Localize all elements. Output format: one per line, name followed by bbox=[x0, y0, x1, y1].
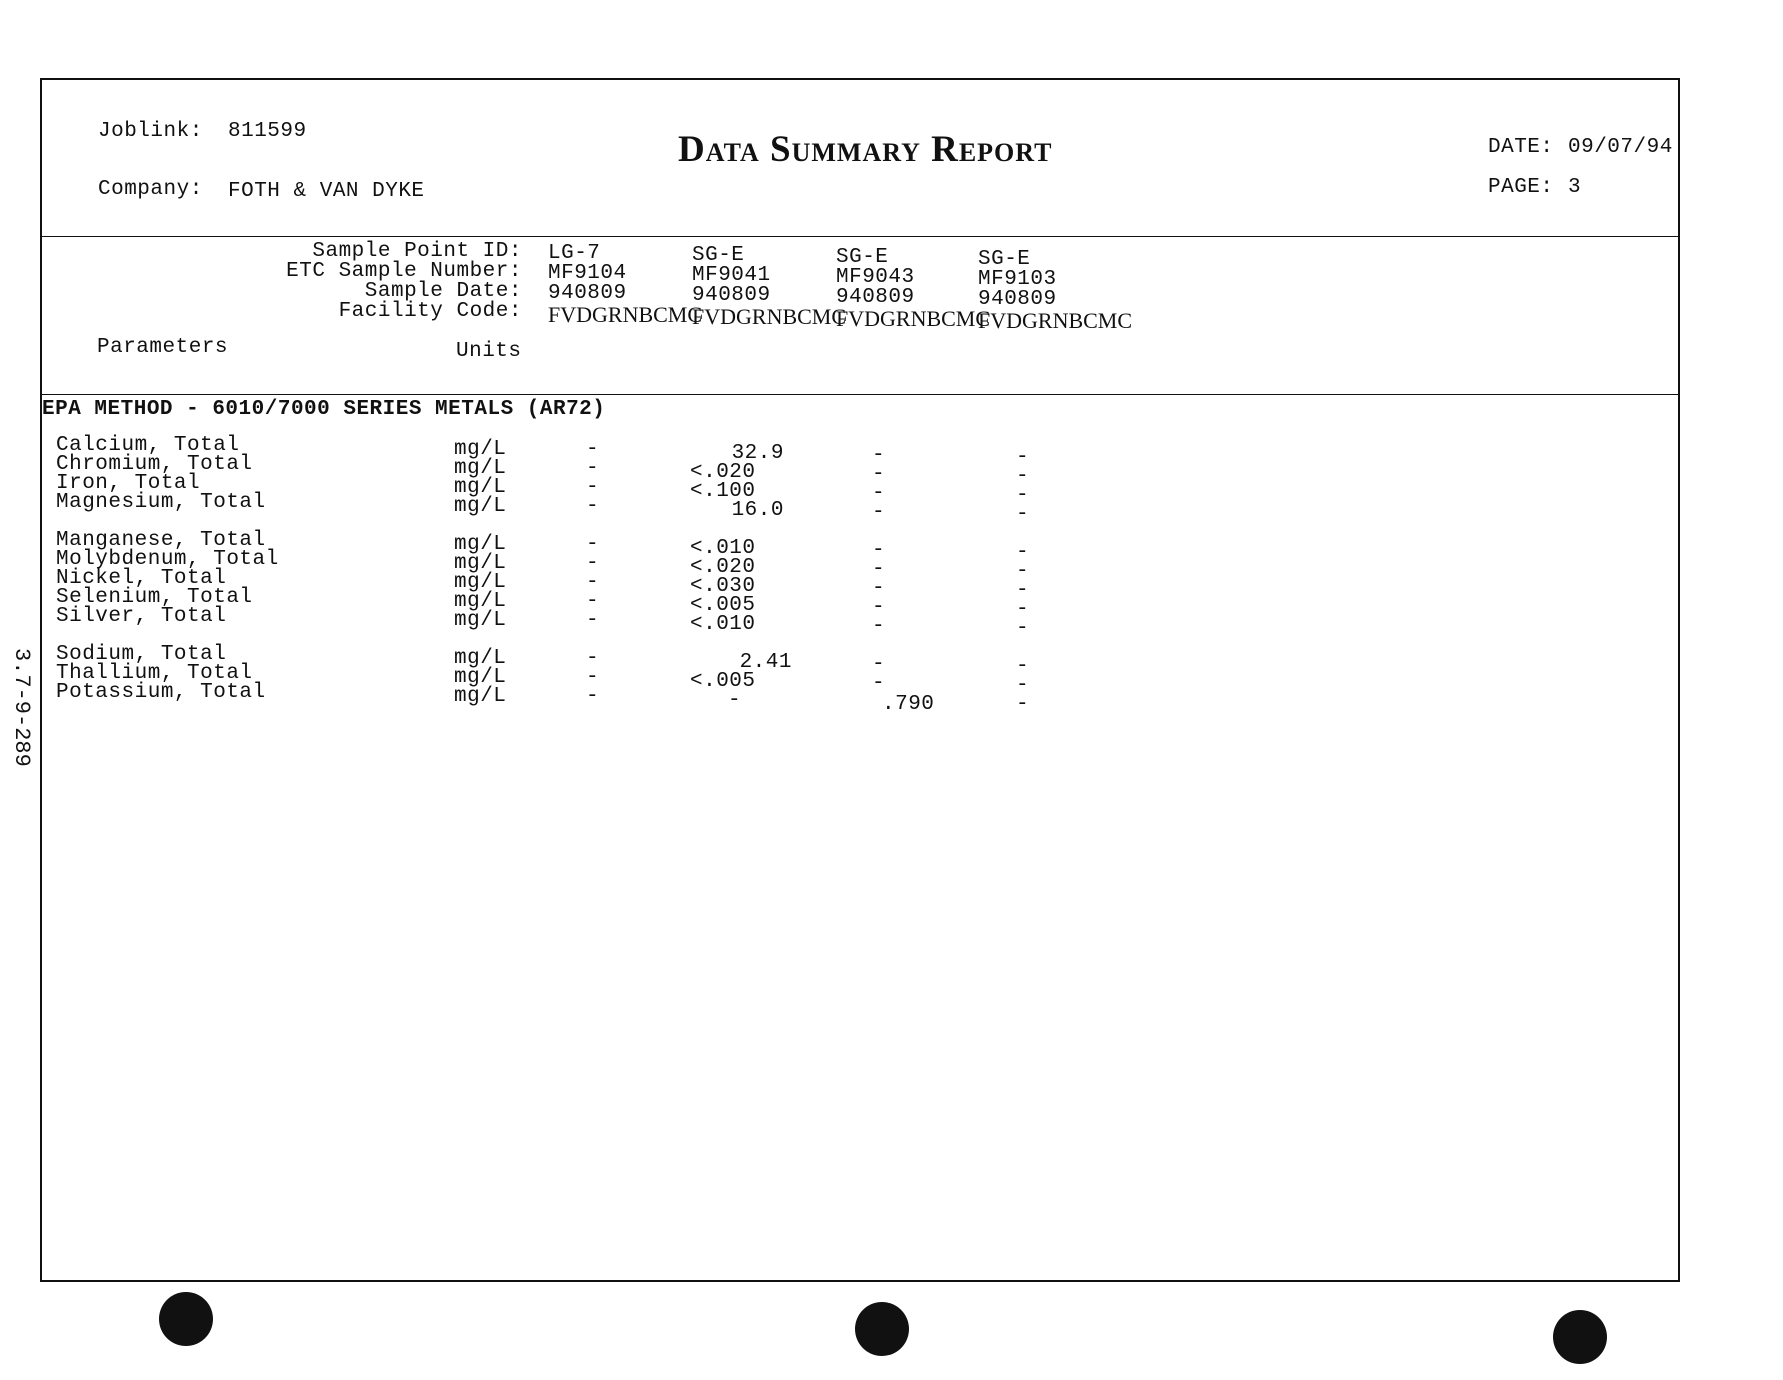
col1-point-id: LG-7 bbox=[548, 242, 601, 265]
date-value: 09/07/94 bbox=[1568, 136, 1673, 159]
col2-sample-number: MF9041 bbox=[692, 264, 771, 287]
row-value-col1: - bbox=[586, 571, 600, 594]
row-value-col4: - bbox=[1016, 446, 1030, 469]
section-title: EPA METHOD - 6010/7000 SERIES METALS (AR72) bbox=[42, 398, 606, 421]
page-label: PAGE: bbox=[1488, 176, 1554, 199]
col3-facility-code: FVDGRNBCMC bbox=[836, 306, 991, 331]
row-parameter: Thallium, Total bbox=[56, 662, 253, 685]
col4-sample-number: MF9103 bbox=[978, 268, 1057, 291]
col2-facility-code: FVDGRNBCMC bbox=[692, 304, 847, 329]
col1-facility-code: FVDGRNBCMC bbox=[548, 302, 703, 327]
row-value-col1: - bbox=[586, 685, 600, 708]
row-value-col1: - bbox=[586, 666, 600, 689]
row-value-col3: - bbox=[872, 615, 886, 638]
col4-point-id: SG-E bbox=[978, 248, 1031, 271]
row-unit: mg/L bbox=[454, 495, 507, 518]
row-value-col3: - bbox=[872, 501, 886, 524]
row-value-col3: - bbox=[872, 596, 886, 619]
row-value-col4: - bbox=[1016, 465, 1030, 488]
punch-hole-center bbox=[855, 1302, 909, 1356]
row-value-col3: - bbox=[872, 558, 886, 581]
row-value-col2: <.020 bbox=[690, 461, 756, 484]
col3-sample-date: 940809 bbox=[836, 286, 915, 309]
page-value: 3 bbox=[1568, 176, 1582, 199]
row-unit: mg/L bbox=[454, 457, 507, 480]
etc-sample-number-label: ETC Sample Number: bbox=[286, 260, 522, 283]
row-parameter: Nickel, Total bbox=[56, 567, 227, 590]
row-value-col2: <.030 bbox=[690, 575, 756, 598]
row-value-col2: <.100 bbox=[690, 480, 756, 503]
row-value-col3: - bbox=[872, 672, 886, 695]
row-value-col1: - bbox=[586, 457, 600, 480]
row-value-col1: - bbox=[586, 609, 600, 632]
facility-code-label: Facility Code: bbox=[338, 300, 522, 323]
row-value-col4: - bbox=[1016, 503, 1030, 526]
col1-sample-number: MF9104 bbox=[548, 262, 627, 285]
date-label: DATE: bbox=[1488, 136, 1554, 159]
joblink-label: Joblink: bbox=[98, 120, 203, 143]
row-value-col4: - bbox=[1016, 598, 1030, 621]
report-title: Data Summary Report bbox=[678, 129, 1053, 170]
row-unit: mg/L bbox=[454, 438, 507, 461]
col3-point-id: SG-E bbox=[836, 246, 889, 269]
row-unit: mg/L bbox=[454, 685, 507, 708]
col2-point-id: SG-E bbox=[692, 244, 745, 267]
side-note: 3.7-9-289 bbox=[9, 648, 34, 767]
col3-sample-number: MF9043 bbox=[836, 266, 915, 289]
row-value-col4: - bbox=[1016, 579, 1030, 602]
row-parameter: Selenium, Total bbox=[56, 586, 253, 609]
row-value-col2: 2.41 bbox=[739, 651, 792, 674]
row-unit: mg/L bbox=[454, 533, 507, 556]
header-divider bbox=[40, 236, 1680, 237]
row-value-col1: - bbox=[586, 590, 600, 613]
col4-sample-date: 940809 bbox=[978, 288, 1057, 311]
row-value-col4: - bbox=[1016, 674, 1030, 697]
row-unit: mg/L bbox=[454, 590, 507, 613]
col2-sample-date: 940809 bbox=[692, 284, 771, 307]
col1-sample-date: 940809 bbox=[548, 282, 627, 305]
row-unit: mg/L bbox=[454, 552, 507, 575]
col4-facility-code: FVDGRNBCMC bbox=[978, 308, 1133, 333]
row-value-col2: <.020 bbox=[690, 556, 756, 579]
row-unit: mg/L bbox=[454, 666, 507, 689]
row-value-col2: <.010 bbox=[690, 537, 756, 560]
row-unit: mg/L bbox=[454, 647, 507, 670]
row-parameter: Potassium, Total bbox=[56, 681, 266, 704]
row-value-col3: .790 bbox=[882, 693, 935, 716]
parameters-label: Parameters bbox=[97, 336, 229, 359]
row-value-col2: <.010 bbox=[690, 613, 756, 636]
row-parameter: Chromium, Total bbox=[56, 453, 253, 476]
row-value-col3: - bbox=[872, 539, 886, 562]
row-value-col2: <.005 bbox=[690, 670, 756, 693]
company-value: FOTH & VAN DYKE bbox=[228, 180, 425, 203]
row-value-col1: - bbox=[586, 552, 600, 575]
row-value-col1: - bbox=[586, 533, 600, 556]
row-value-col4: - bbox=[1016, 655, 1030, 678]
row-parameter: Sodium, Total bbox=[56, 643, 227, 666]
row-unit: mg/L bbox=[454, 476, 507, 499]
row-parameter: Iron, Total bbox=[56, 472, 201, 495]
row-value-col4: - bbox=[1016, 617, 1030, 640]
row-unit: mg/L bbox=[454, 571, 507, 594]
row-value-col4: - bbox=[1016, 484, 1030, 507]
row-value-col3: - bbox=[872, 653, 886, 676]
row-value-col2: 16.0 bbox=[731, 499, 784, 522]
row-value-col2: <.005 bbox=[690, 594, 756, 617]
row-value-col1: - bbox=[586, 647, 600, 670]
row-value-col3: - bbox=[872, 577, 886, 600]
units-label: Units bbox=[456, 340, 522, 363]
row-parameter: Calcium, Total bbox=[56, 434, 240, 457]
row-value-col1: - bbox=[586, 476, 600, 499]
sample-point-id-label: Sample Point ID: bbox=[312, 240, 522, 263]
row-value-col3: - bbox=[872, 444, 886, 467]
sample-date-label: Sample Date: bbox=[364, 280, 522, 303]
row-value-col2: 32.9 bbox=[731, 442, 784, 465]
row-value-col4: - bbox=[1016, 693, 1030, 716]
row-parameter: Silver, Total bbox=[56, 605, 227, 628]
row-value-col4: - bbox=[1016, 560, 1030, 583]
row-parameter: Molybdenum, Total bbox=[56, 548, 279, 571]
column-header-divider bbox=[40, 394, 1680, 395]
joblink-value: 811599 bbox=[228, 120, 307, 143]
row-value-col3: - bbox=[872, 463, 886, 486]
row-value-col3: - bbox=[872, 482, 886, 505]
row-value-col1: - bbox=[586, 495, 600, 518]
row-parameter: Magnesium, Total bbox=[56, 491, 266, 514]
punch-hole-right bbox=[1553, 1310, 1607, 1364]
row-value-col4: - bbox=[1016, 541, 1030, 564]
row-value-col2: - bbox=[728, 689, 742, 712]
company-label: Company: bbox=[98, 178, 203, 201]
punch-hole-left bbox=[159, 1292, 213, 1346]
row-value-col1: - bbox=[586, 438, 600, 461]
row-parameter: Manganese, Total bbox=[56, 529, 266, 552]
row-unit: mg/L bbox=[454, 609, 507, 632]
